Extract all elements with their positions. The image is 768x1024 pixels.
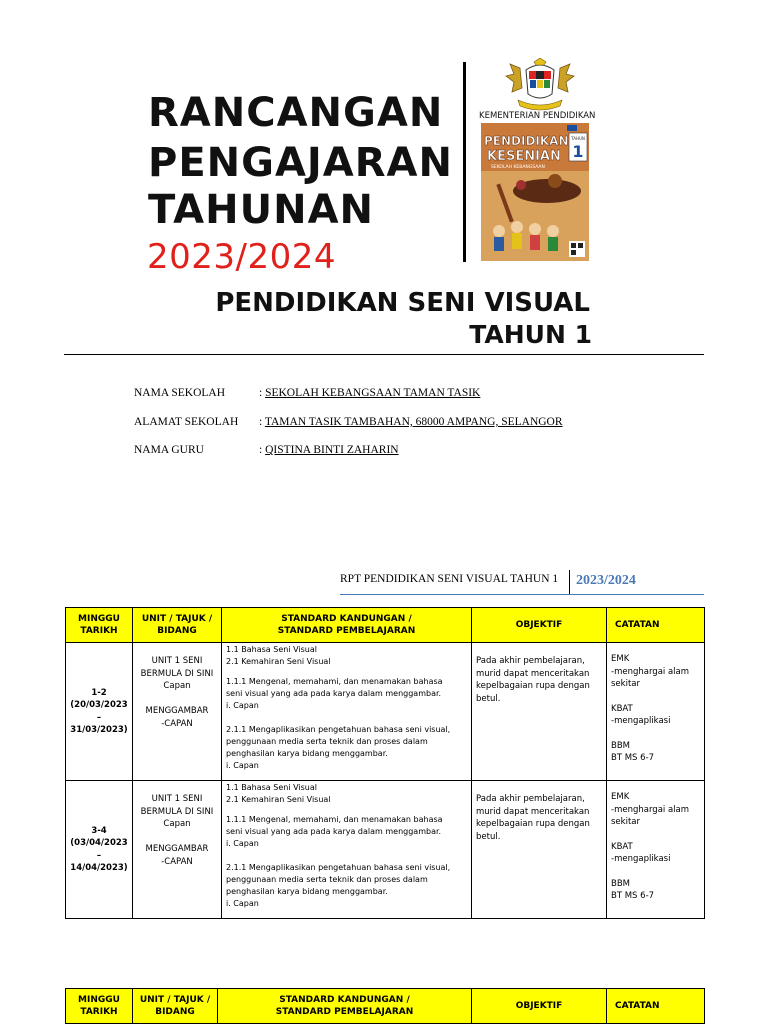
ministry-label: KEMENTERIAN PENDIDIKAN (479, 111, 596, 121)
book-badge-number: 1 (572, 142, 584, 161)
lesson-plan-table-continued (65, 988, 705, 1024)
teacher-name-value: QISTINA BINTI ZAHARIN (265, 444, 399, 456)
header-notes: CATATAN (607, 608, 705, 643)
book-title-2: KESENIAN (487, 149, 561, 164)
header-standard: STANDARD KANDUNGAN / STANDARD PEMBELAJARAN (218, 989, 472, 1024)
header-objective: OBJEKTIF (472, 989, 607, 1024)
book-title-1: PENDIDIKAN (484, 134, 569, 148)
header-notes: CATATAN (607, 989, 705, 1024)
rpt-year: 2023/2024 (576, 573, 636, 588)
table-header-row (66, 989, 705, 1024)
week-cell: 1-2 (20/03/2023 – 31/03/2023) (66, 643, 133, 781)
title-divider (463, 62, 466, 262)
table-header-row (66, 608, 705, 643)
header-unit: UNIT / TAJUK / BIDANG (133, 608, 222, 643)
header-week: MINGGU TARIKH (66, 989, 133, 1024)
header-objective: OBJEKTIF (472, 608, 607, 643)
unit-cell: UNIT 1 SENI BERMULA DI SINI Capan MENGGAMBAR -CAPAN (133, 643, 222, 781)
title-line-2: PENGAJARAN (148, 140, 453, 186)
title-line-1: RANCANGAN (148, 90, 444, 136)
table-row (66, 781, 705, 919)
book-subtitle: SEKOLAH KEBANGSAAN (491, 165, 545, 170)
unit-cell: UNIT 1 SENI BERMULA DI SINI Capan MENGGAMBAR -CAPAN (133, 781, 222, 919)
objective-cell: Pada akhir pembelajaran, murid dapat menceritakan kepelbagaian rupa dengan betul. (472, 781, 607, 919)
subject-title: PENDIDIKAN SENI VISUAL (215, 288, 590, 318)
objective-cell: Pada akhir pembelajaran, murid dapat menceritakan kepelbagaian rupa dengan betul. (472, 643, 607, 781)
notes-cell: EMK -menghargai alam sekitar KBAT -mengaplikasi BBM BT MS 6-7 (607, 781, 705, 919)
title-year: 2023/2024 (147, 237, 337, 277)
school-address-value: TAMAN TASIK TAMBAHAN, 68000 AMPANG, SELANGOR (264, 416, 563, 428)
week-cell: 3-4 (03/04/2023 – 14/04/2023) (66, 781, 133, 919)
rpt-divider (569, 570, 570, 594)
school-name-label: NAMA SEKOLAH (134, 387, 226, 399)
teacher-name-label: NAMA GURU (134, 444, 204, 456)
lesson-plan-table (65, 607, 705, 919)
title-line-3: TAHUNAN (148, 187, 375, 233)
school-address-label: ALAMAT SEKOLAH (134, 416, 239, 428)
textbook-cover-image (481, 123, 589, 261)
standard-cell: 1.1 Bahasa Seni Visual 2.1 Kemahiran Seni Visual 1.1.1 Mengenal, memahami, dan menamakan bahasa seni visual yang ada pada karya dalam menggambar. i. Capan 2.1.1 Mengaplikasikan pengetahuan bahasa seni visual, penggunaan media serta teknik dan proses dalam penghasilan karya bidang menggambar. i. Capan (222, 781, 472, 919)
table-row (66, 643, 705, 781)
book-badge-label: TAHUN (571, 136, 585, 141)
section-divider (64, 354, 704, 355)
header-unit: UNIT / TAJUK / BIDANG (133, 989, 218, 1024)
header-standard: STANDARD KANDUNGAN / STANDARD PEMBELAJARAN (222, 608, 472, 643)
ministry-crest-icon (490, 58, 590, 114)
rpt-underline (340, 594, 704, 595)
header-week: MINGGU TARIKH (66, 608, 133, 643)
rpt-label: RPT PENDIDIKAN SENI VISUAL TAHUN 1 (340, 573, 559, 585)
school-name-value: SEKOLAH KEBANGSAAN TAMAN TASIK (265, 387, 481, 399)
notes-cell: EMK -menghargai alam sekitar KBAT -mengaplikasi BBM BT MS 6-7 (607, 643, 705, 781)
standard-cell: 1.1 Bahasa Seni Visual 2.1 Kemahiran Seni Visual 1.1.1 Mengenal, memahami, dan menamakan bahasa seni visual yang ada pada karya dalam menggambar. i. Capan 2.1.1 Mengaplikasikan pengetahuan bahasa seni visual, penggunaan media serta teknik dan proses dalam penghasilan karya bidang menggambar. i. Capan (222, 643, 472, 781)
subject-year-title: TAHUN 1 (469, 320, 592, 349)
